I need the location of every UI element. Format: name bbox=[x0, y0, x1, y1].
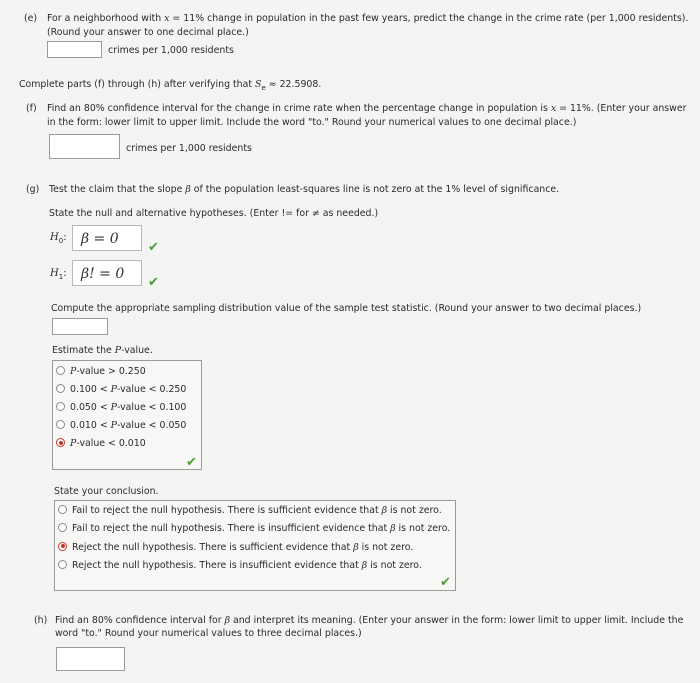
conclusion-option[interactable] bbox=[58, 560, 422, 571]
option-beta-symbol: β bbox=[353, 541, 359, 553]
radio-button[interactable] bbox=[56, 366, 65, 375]
option-text: Fail to reject the null hypothesis. There is sufficient evidence that bbox=[72, 505, 382, 516]
option-text: 0.050 < bbox=[70, 402, 111, 413]
part-e-instruction: (Round your answer to one decimal place.) bbox=[47, 27, 249, 38]
part-h-instruction: word "to." Round your numerical values to three decimal places.) bbox=[55, 628, 362, 639]
part-f-unit: crimes per 1,000 residents bbox=[126, 143, 252, 154]
part-f-instruction: in the form: lower limit to upper limit. Include the word "to." Round your numerical values to one decimal place.) bbox=[47, 117, 577, 128]
option-p-symbol: P bbox=[70, 366, 77, 377]
pvalue-option[interactable] bbox=[56, 438, 146, 449]
option-text: Fail to reject the null hypothesis. There is insufficient evidence that bbox=[72, 523, 391, 535]
radio-button[interactable] bbox=[58, 505, 67, 514]
part-g-question: Test the claim that the slope β of the population least-squares line is not zero at the 1% level of significance. bbox=[49, 184, 560, 195]
part-h-label: (h) bbox=[34, 615, 48, 626]
radio-button[interactable] bbox=[58, 542, 67, 551]
conclusion-option[interactable] bbox=[58, 542, 413, 553]
radio-button[interactable] bbox=[56, 420, 65, 429]
conclusion-option[interactable] bbox=[58, 505, 442, 516]
option-text: Reject the null hypothesis. There is insufficient evidence that bbox=[72, 559, 362, 571]
pvalue-option[interactable] bbox=[56, 384, 186, 395]
radio-button[interactable] bbox=[56, 438, 65, 447]
option-beta-symbol: β bbox=[381, 505, 388, 516]
h1-check-icon: ✔ bbox=[148, 275, 159, 290]
complete-parts-note: Complete parts (f) through (h) after verifying that $S_e \approx 22.5908$. bbox=[19, 79, 322, 92]
option-text: is not zero. bbox=[358, 541, 414, 553]
h0-input[interactable]: β = 0 bbox=[72, 225, 142, 251]
h1-input[interactable]: β! = 0 bbox=[72, 260, 142, 286]
radio-button[interactable] bbox=[58, 560, 67, 569]
option-text: is not zero. bbox=[395, 523, 451, 535]
conclusion-prompt: State your conclusion. bbox=[54, 486, 159, 497]
pvalue-prompt: Estimate the P-value. bbox=[52, 345, 153, 356]
hypotheses-instruction: State the null and alternative hypotheses. (Enter != for ≠ as needed.) bbox=[49, 208, 379, 219]
pvalue-option[interactable] bbox=[56, 366, 146, 377]
test-statistic-input[interactable] bbox=[52, 318, 108, 335]
option-text: -value < 0.100 bbox=[116, 402, 187, 413]
pvalue-option[interactable] bbox=[56, 420, 186, 431]
option-beta-symbol: β bbox=[361, 559, 368, 571]
option-text: -value < 0.050 bbox=[116, 420, 187, 431]
option-text: -value < 0.010 bbox=[76, 438, 146, 449]
part-e-label: (e) bbox=[24, 13, 38, 24]
radio-button[interactable] bbox=[58, 523, 67, 532]
option-text: 0.010 < bbox=[70, 420, 111, 431]
part-f-answer-input[interactable] bbox=[49, 134, 120, 159]
option-text: -value > 0.250 bbox=[76, 366, 146, 377]
radio-button[interactable] bbox=[56, 384, 65, 393]
option-p-symbol: P bbox=[110, 420, 117, 431]
option-p-symbol: P bbox=[110, 384, 117, 395]
part-g-label: (g) bbox=[26, 184, 40, 195]
option-text: is not zero. bbox=[367, 559, 422, 571]
h1-label: $H_1$: bbox=[50, 268, 67, 281]
option-beta-symbol: β bbox=[390, 523, 396, 535]
part-e-question: For a neighborhood with x = 11% change in population in the past few years, predict the change in the crime rate (per 1,000 residents). bbox=[47, 13, 689, 24]
conclusion-check-icon: ✔ bbox=[440, 575, 451, 590]
part-e-unit: crimes per 1,000 residents bbox=[108, 45, 234, 56]
pvalue-check-icon: ✔ bbox=[186, 455, 197, 470]
conclusion-option[interactable] bbox=[58, 523, 450, 534]
option-text: Reject the null hypothesis. There is sufficient evidence that bbox=[72, 541, 354, 553]
option-text: 0.100 < bbox=[70, 384, 111, 395]
part-h-answer-input[interactable] bbox=[56, 647, 125, 671]
option-p-symbol: P bbox=[110, 402, 117, 413]
h0-check-icon: ✔ bbox=[148, 240, 159, 255]
part-f-question: Find an 80% confidence interval for the change in crime rate when the percentage change in population is x = 11%. (Enter your answer bbox=[47, 103, 687, 114]
part-h-question: Find an 80% confidence interval for β and interpret its meaning. (Enter your answer in the form: lower limit to upper limit. Include the bbox=[55, 615, 684, 626]
option-p-symbol: P bbox=[70, 438, 77, 449]
radio-button[interactable] bbox=[56, 402, 65, 411]
option-text: -value < 0.250 bbox=[116, 384, 187, 395]
option-text: is not zero. bbox=[387, 505, 442, 516]
part-e-answer-input[interactable] bbox=[47, 41, 102, 58]
pvalue-option[interactable] bbox=[56, 402, 186, 413]
h0-label: $H_0$: bbox=[50, 232, 67, 245]
test-statistic-instruction: Compute the appropriate sampling distribution value of the sample test statistic. (Round your answer to two decimal places.) bbox=[51, 303, 642, 314]
part-f-label: (f) bbox=[26, 103, 37, 114]
